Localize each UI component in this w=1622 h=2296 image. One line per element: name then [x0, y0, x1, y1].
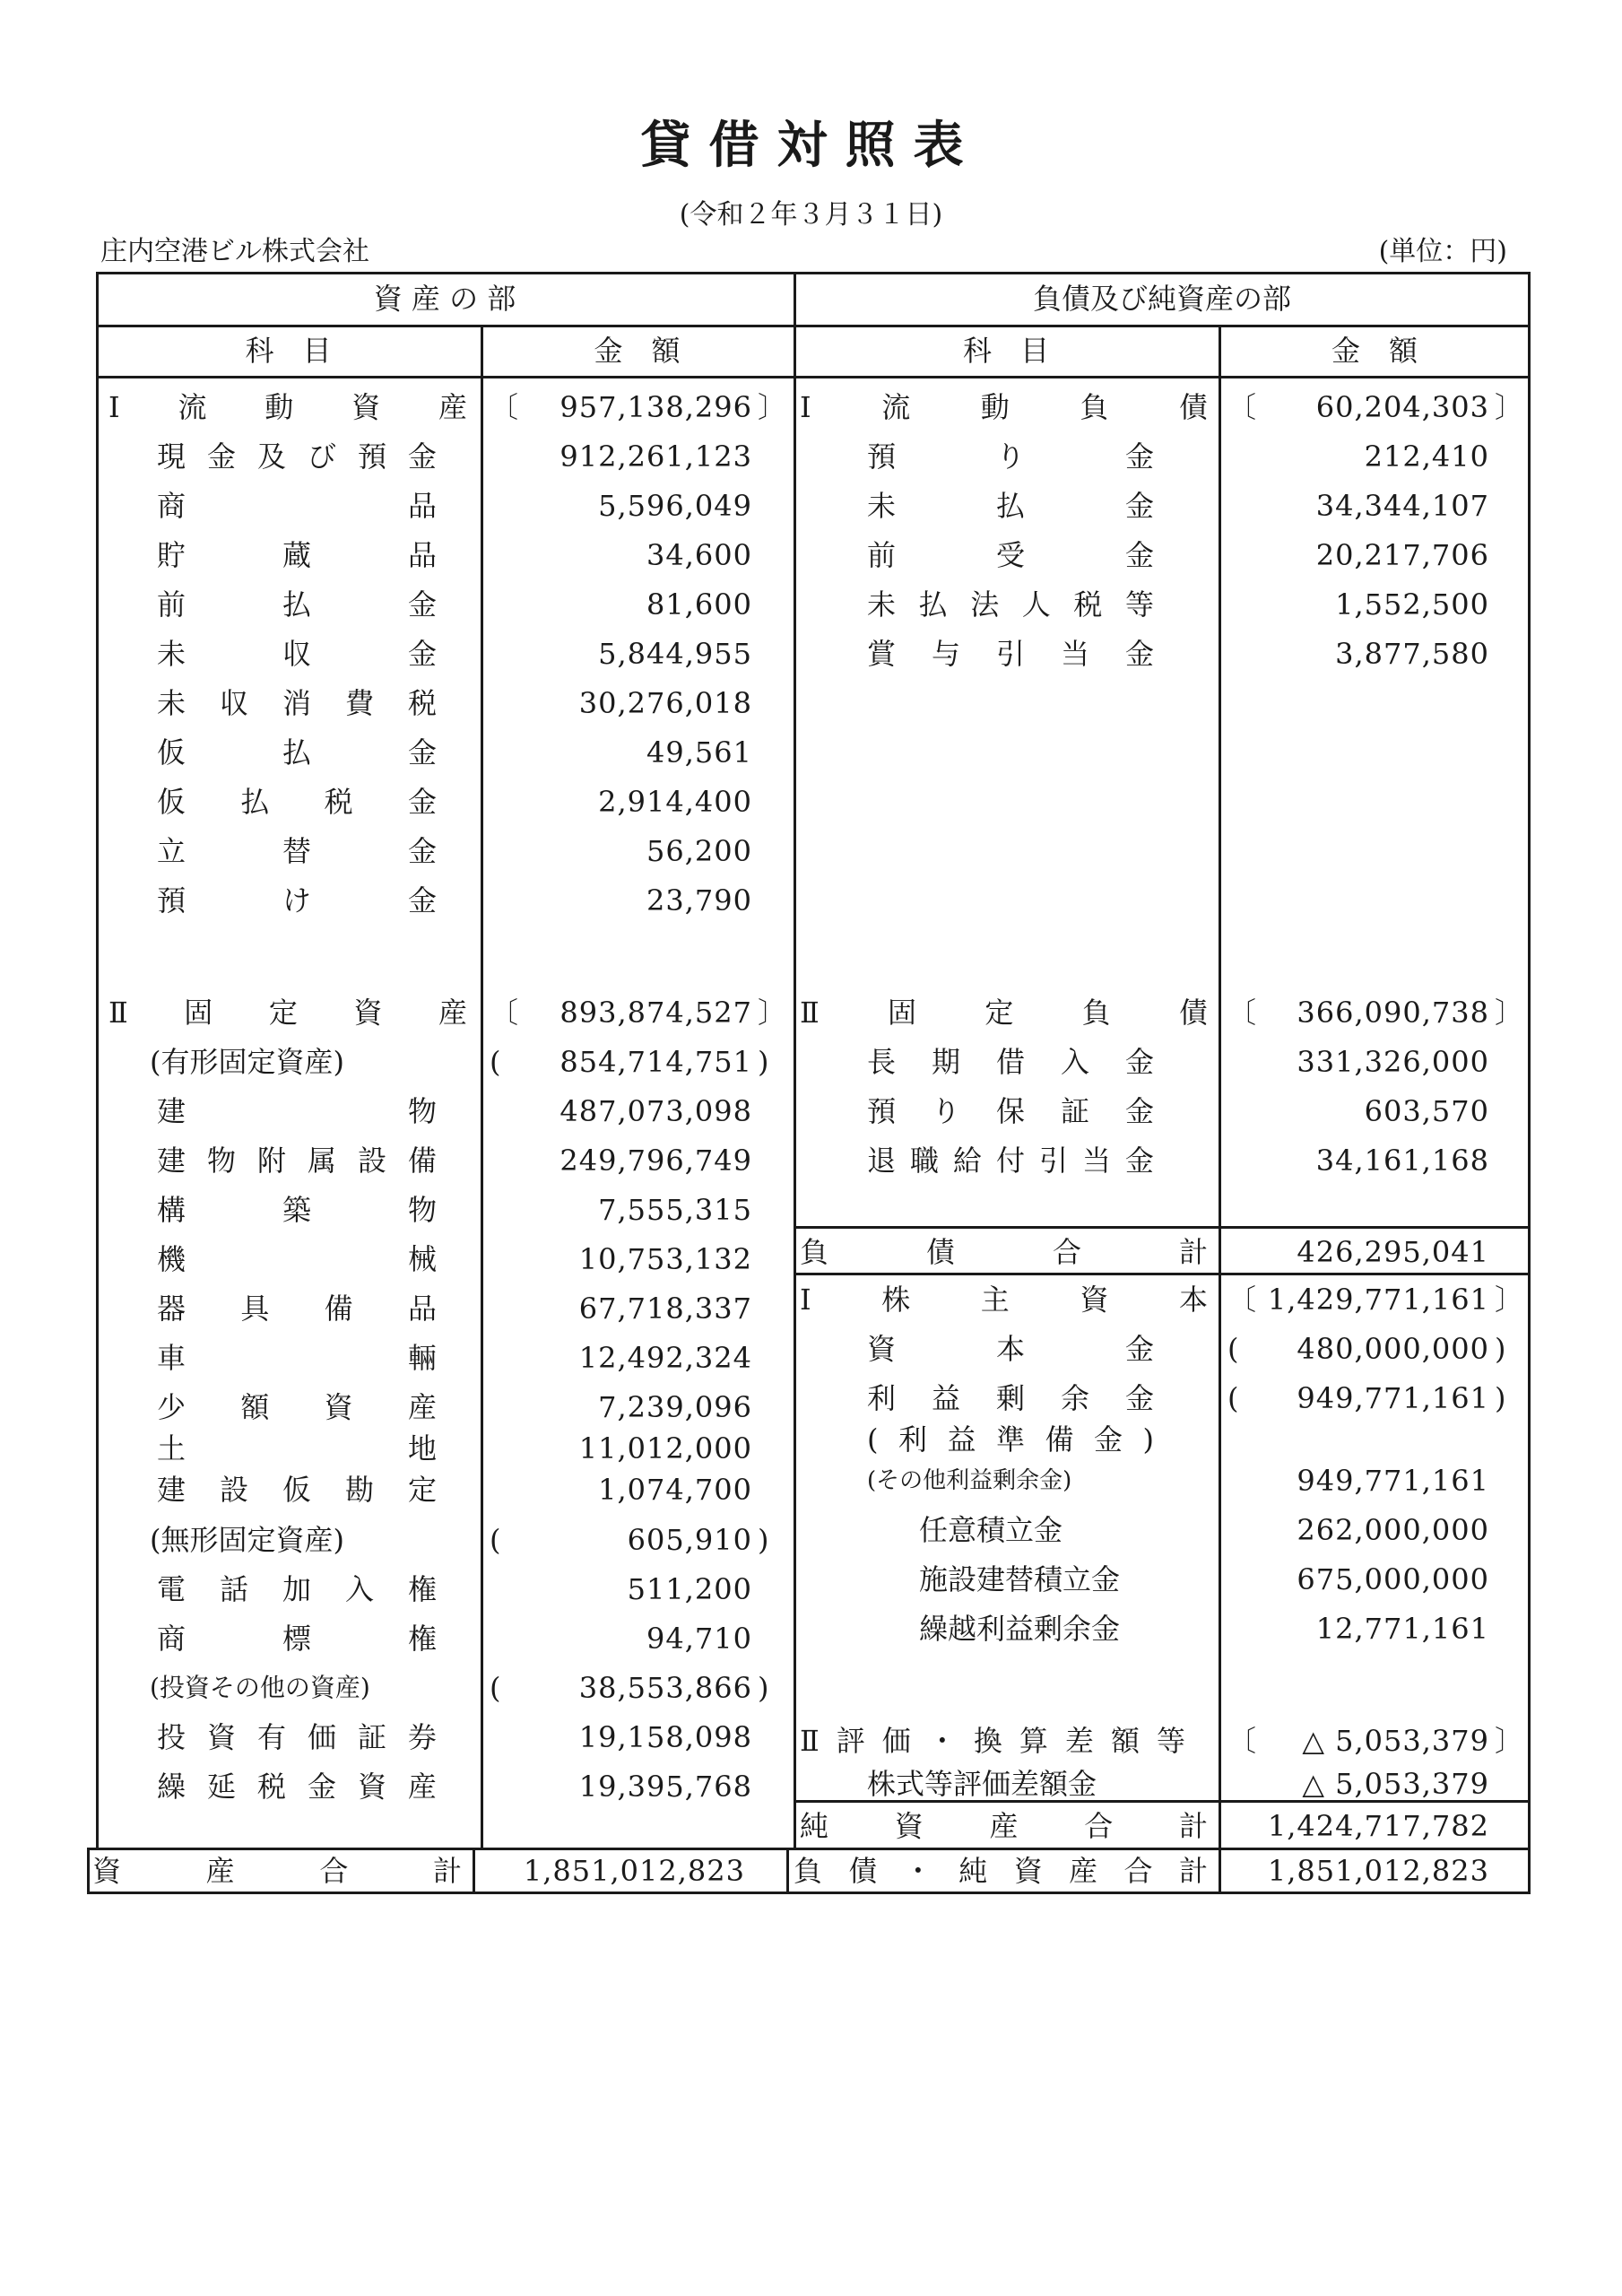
- unit-label: (単位：円): [1378, 236, 1507, 267]
- asset-row-0-bracket-close: 〕: [758, 390, 787, 424]
- asset-row-11-bracket-close: 〕: [758, 996, 787, 1030]
- asset-row-24-amount: 94,710: [646, 1622, 752, 1656]
- asset-row-19-amount: 7,239,096: [598, 1390, 752, 1424]
- equity-row-6-label: 施設建替積立金: [919, 1562, 1121, 1596]
- asset-row-23-amount: 511,200: [627, 1572, 752, 1606]
- asset-row-26-amount: 19,158,098: [578, 1720, 752, 1754]
- equity-row-8-amount: △ 5,053,379: [1302, 1724, 1489, 1758]
- net-assets-total-amount: 1,424,717,782: [1267, 1809, 1489, 1843]
- equity-row-9-amount: △ 5,053,379: [1302, 1767, 1489, 1801]
- asset-row-4-amount: 81,600: [646, 587, 752, 622]
- frame-left: [96, 272, 99, 1848]
- asset-row-26-label: 投 資 有 価 証 券: [157, 1720, 437, 1754]
- liab-row-7-amount: 331,326,000: [1297, 1045, 1489, 1079]
- asset-row-16-amount: 10,753,132: [578, 1242, 752, 1276]
- equity-row-3-amount: [1219, 1416, 1489, 1463]
- equity-row-6-amount: 675,000,000: [1297, 1562, 1489, 1596]
- asset-row-5-label: 未 収 金: [157, 637, 437, 671]
- equity-row-7-amount: 12,771,161: [1315, 1612, 1489, 1646]
- equity-row-0-amount: 1,429,771,161: [1267, 1283, 1489, 1317]
- asset-row-10-label: 預 け 金: [157, 883, 437, 918]
- asset-row-17-amount: 67,718,337: [578, 1292, 752, 1326]
- asset-row-14-amount: 249,796,749: [559, 1144, 752, 1178]
- asset-row-12-bracket-close: ): [758, 1045, 769, 1079]
- asset-row-3-amount: 34,600: [646, 538, 752, 572]
- liab-row-9-amount: 34,161,168: [1315, 1144, 1489, 1178]
- asset-row-19-label: 少 額 資 産: [157, 1390, 437, 1424]
- asset-row-11-amount: 893,874,527: [559, 996, 752, 1030]
- liab-row-6-bracket-open: 〔: [1227, 996, 1257, 1030]
- equity-row-0-label: Ⅰ 株 主 資 本: [800, 1283, 1208, 1317]
- liab-row-9-label: 退 職 給 付 引 当 金: [867, 1144, 1154, 1178]
- asset-row-2-amount: 5,596,049: [598, 489, 752, 523]
- asset-row-13-label: 建 物: [157, 1094, 437, 1128]
- liab-row-2-label: 未 払 金: [867, 489, 1154, 523]
- equity-row-8-bracket-open: 〔: [1227, 1724, 1257, 1758]
- liab-row-0-amount: 60,204,303: [1315, 390, 1489, 424]
- asset-row-21-label: 建 設 仮 勘 定: [157, 1473, 437, 1507]
- asset-row-2-label: 商 品: [157, 489, 437, 523]
- asset-row-22-bracket-open: (: [490, 1523, 501, 1557]
- equity-row-2-amount: 949,771,161: [1297, 1381, 1489, 1415]
- document-title: 貸借対照表: [640, 116, 982, 175]
- equity-row-3-label: ( 利 益 準 備 金 ): [867, 1422, 1154, 1457]
- asset-row-18-label: 車 輛: [157, 1341, 437, 1375]
- equity-row-8-bracket-close: 〕: [1495, 1724, 1524, 1758]
- asset-row-7-label: 仮 払 金: [157, 735, 437, 770]
- liab-row-8-amount: 603,570: [1364, 1094, 1489, 1128]
- asset-row-25-label: (投資その他の資産): [150, 1673, 370, 1702]
- equity-row-4-label: (その他利益剰余金): [867, 1467, 1072, 1494]
- asset-row-7-amount: 49,561: [646, 735, 752, 770]
- balance-sheet-table: [92, 272, 1531, 1892]
- asset-row-9-label: 立 替 金: [157, 834, 437, 868]
- equity-row-7-label: 繰越利益剰余金: [919, 1612, 1121, 1646]
- asset-row-18-amount: 12,492,324: [578, 1341, 752, 1375]
- asset-row-24-label: 商 標 権: [157, 1622, 437, 1656]
- liab-row-5-label: 賞 与 引 当 金: [867, 637, 1154, 671]
- asset-row-13-amount: 487,073,098: [559, 1094, 752, 1128]
- asset-row-12-bracket-open: (: [490, 1045, 501, 1079]
- liab-row-0-label: Ⅰ 流 動 負 債: [800, 390, 1208, 424]
- asset-row-25-bracket-open: (: [490, 1671, 501, 1705]
- liab-row-3-label: 前 受 金: [867, 538, 1154, 572]
- equity-row-1-bracket-close: ): [1495, 1332, 1506, 1366]
- liab-row-1-label: 預 り 金: [867, 439, 1154, 474]
- equity-row-5-label: 任意積立金: [919, 1513, 1063, 1547]
- asset-row-5-amount: 5,844,955: [598, 637, 752, 671]
- asset-row-8-label: 仮 払 税 金: [157, 785, 437, 819]
- liab-total-label: 負 債 合 計: [800, 1235, 1208, 1269]
- assets-total-label: 資 産 合 計: [92, 1854, 462, 1888]
- liab-row-0-bracket-close: 〕: [1495, 390, 1524, 424]
- asset-row-23-label: 電 話 加 入 権: [157, 1572, 437, 1606]
- equity-row-4-amount: 949,771,161: [1297, 1464, 1489, 1498]
- company-name: 庄内空港ビル株式会社: [100, 236, 369, 267]
- assets-amount-header: 金 額: [594, 334, 681, 368]
- asset-row-14-label: 建 物 附 属 設 備: [157, 1144, 437, 1178]
- asset-row-17-label: 器 具 備 品: [157, 1292, 437, 1326]
- net-assets-total-label: 純 資 産 合 計: [800, 1809, 1208, 1843]
- asset-row-20-amount: 11,012,000: [578, 1431, 752, 1465]
- equity-row-9-label: 株式等評価差額金: [867, 1767, 1097, 1801]
- liab-row-7-label: 長 期 借 入 金: [867, 1045, 1154, 1079]
- liab-row-2-amount: 34,344,107: [1315, 489, 1489, 523]
- asset-row-27-amount: 19,395,768: [578, 1770, 752, 1804]
- equity-row-8-label: Ⅱ 評 価 ・ 換 算 差 額 等: [800, 1724, 1185, 1758]
- asset-row-4-label: 前 払 金: [157, 587, 437, 622]
- liab-row-6-amount: 366,090,738: [1297, 996, 1489, 1030]
- equity-row-1-label: 資 本 金: [867, 1332, 1154, 1366]
- asset-row-1-label: 現 金 及 び 預 金: [157, 439, 437, 474]
- liab-row-6-label: Ⅱ 固 定 負 債: [800, 996, 1208, 1030]
- liab-row-5-amount: 3,877,580: [1335, 637, 1489, 671]
- asset-row-8-amount: 2,914,400: [598, 785, 752, 819]
- asset-row-15-label: 構 築 物: [157, 1193, 437, 1227]
- center-divider: [794, 272, 796, 1848]
- equity-row-2-bracket-open: (: [1227, 1381, 1239, 1415]
- equity-row-1-bracket-open: (: [1227, 1332, 1239, 1366]
- asset-row-0-bracket-open: 〔: [490, 390, 519, 424]
- asset-row-1-amount: 912,261,123: [559, 439, 752, 474]
- asset-row-0-label: Ⅰ 流 動 資 産: [108, 390, 467, 424]
- asset-row-27-label: 繰 延 税 金 資 産: [157, 1770, 437, 1804]
- equity-row-2-bracket-close: ): [1495, 1381, 1506, 1415]
- asset-row-25-bracket-close: ): [758, 1671, 769, 1705]
- asset-row-6-amount: 30,276,018: [578, 686, 752, 720]
- asset-row-12-label: (有形固定資産): [150, 1045, 344, 1079]
- asset-row-11-bracket-open: 〔: [490, 996, 519, 1030]
- liab-section-header: 負債及び純資産の部: [1032, 282, 1291, 316]
- equity-row-1-amount: 480,000,000: [1297, 1332, 1489, 1366]
- liab-row-0-bracket-open: 〔: [1227, 390, 1257, 424]
- asset-row-15-amount: 7,555,315: [598, 1193, 752, 1227]
- liab-row-4-label: 未 払 法 人 税 等: [867, 587, 1154, 622]
- equity-row-5-amount: 262,000,000: [1297, 1513, 1489, 1547]
- frame-left-total: [87, 1848, 90, 1894]
- liab-row-8-label: 預 り 保 証 金: [867, 1094, 1154, 1128]
- liab-row-3-amount: 20,217,706: [1315, 538, 1489, 572]
- liab-row-1-amount: 212,410: [1364, 439, 1489, 474]
- liab-total-amount: 426,295,041: [1297, 1235, 1489, 1269]
- assets-section-header: 資 産 の 部: [373, 282, 516, 316]
- asset-row-22-label: (無形固定資産): [150, 1523, 344, 1557]
- liab-amount-header: 金 額: [1331, 334, 1418, 368]
- center-divider-total: [786, 1848, 789, 1894]
- header-divider-2: [96, 376, 1531, 378]
- liab-account-header: 科 目: [962, 334, 1049, 368]
- asset-row-21-amount: 1,074,700: [598, 1473, 752, 1507]
- asset-row-11-label: Ⅱ 固 定 資 産: [108, 996, 467, 1030]
- asset-row-22-bracket-close: ): [758, 1523, 769, 1557]
- asset-row-6-label: 未 収 消 費 税: [157, 686, 437, 720]
- frame-right: [1528, 272, 1531, 1894]
- equity-row-2-label: 利 益 剰 余 金: [867, 1381, 1154, 1415]
- asset-row-0-amount: 957,138,296: [559, 390, 752, 424]
- asset-row-22-amount: 605,910: [627, 1523, 752, 1557]
- asset-row-20-label: 土 地: [157, 1431, 437, 1465]
- assets-account-header: 科 目: [245, 334, 332, 368]
- asset-row-10-amount: 23,790: [646, 883, 752, 918]
- asset-row-9-amount: 56,200: [646, 834, 752, 868]
- assets-total-amount: 1,851,012,823: [523, 1854, 745, 1888]
- asset-row-25-amount: 38,553,866: [578, 1671, 752, 1705]
- report-date: (令和２年３月３１日): [679, 199, 943, 230]
- liab-row-4-amount: 1,552,500: [1335, 587, 1489, 622]
- asset-row-3-label: 貯 蔵 品: [157, 538, 437, 572]
- equity-row-0-bracket-close: 〕: [1495, 1283, 1524, 1317]
- liab-row-6-bracket-close: 〕: [1495, 996, 1524, 1030]
- grand-total-amount: 1,851,012,823: [1267, 1854, 1489, 1888]
- grand-total-label: 負 債 ・ 純 資 産 合 計: [794, 1854, 1208, 1888]
- asset-row-16-label: 機 械: [157, 1242, 437, 1276]
- asset-row-12-amount: 854,714,751: [559, 1045, 752, 1079]
- equity-row-0-bracket-open: 〔: [1227, 1283, 1257, 1317]
